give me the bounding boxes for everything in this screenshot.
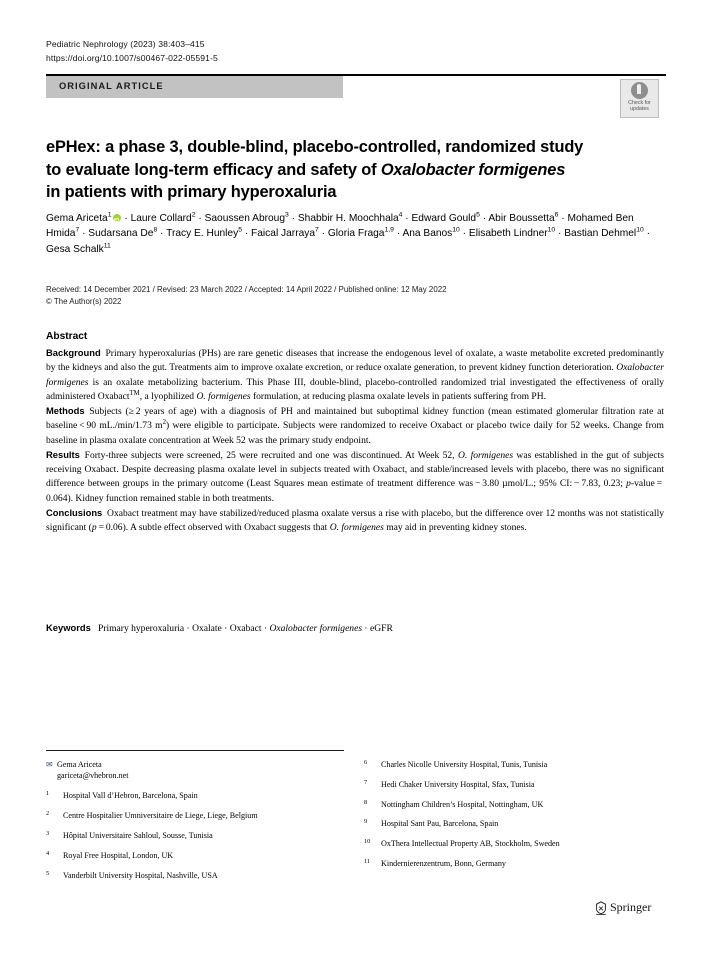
abstract-section-label: Methods: [46, 405, 85, 416]
affiliation-text: Hospital Vall d’Hebron, Barcelona, Spain: [63, 791, 198, 801]
author-name: Saoussen Abroug: [204, 213, 286, 224]
affiliation-row: [46, 870, 346, 881]
crossmark-line2: updates: [630, 106, 649, 113]
abstract-section: [46, 506, 664, 536]
author-name: Abir Boussetta: [488, 213, 555, 224]
publisher-logo: [595, 900, 651, 915]
affiliation-list-left: [46, 790, 346, 880]
abstract-section-label: Conclusions: [46, 506, 103, 518]
abstract-section-label: Background: [46, 347, 101, 358]
author-affiliation-marker: 7: [75, 227, 80, 235]
affiliation-number: 7: [364, 778, 368, 786]
author-affiliation-marker: 10: [636, 227, 644, 235]
affiliation-row: [46, 850, 346, 861]
abstract-section: [46, 346, 664, 404]
dates-line: Received: 14 December 2021 / Revised: 23 March 2022 / Accepted: 14 April 2022 / Published online: 12 May 2022: [46, 285, 447, 294]
crossmark-label: [628, 100, 651, 112]
affiliation-number: 11: [364, 857, 371, 865]
author-name: Gloria Fraga: [327, 228, 385, 240]
author-name: Shabbir H. Moochhala: [297, 213, 399, 224]
abstract-section-text: Forty-three subjects were screened, 25 were recruited and one was discontinued. At Week 52, O. formigenes was established in the gut of subjects receiving Oxabact. Despite decreasing plasma oxalate level in subjects treated with Oxabact, and stable/increased levels with placebo, there was no significant difference between groups in the primary outcome (Least Squares mean estimate of treatment difference was − 3.80 µmol/L.; 95% CI: − 7.83, 0.23; p-value = 0.064). Kidney function remained stable in both treatments.: [46, 449, 664, 504]
abstract-section-text: Subjects (≥ 2 years of age) with a diagnosis of PH and maintained but suboptimal kidney function (mean estimated glomerular filtration rate at baseline < 90 mL./min/1.73 $m^2$) were eligible to participate. Subjects were randomized to receive Oxabact or placebo twice daily for 52 weeks. Change from baseline in plasma oxalate concentration at Week 52 was the primary study endpoint.: [46, 406, 664, 446]
affiliation-text: Nottingham Children’s Hospital, Nottingham, UK: [381, 799, 544, 809]
affiliation-row: [364, 858, 664, 869]
affiliations-right-column: [364, 759, 664, 878]
author-affiliation-marker: 1: [107, 211, 112, 219]
author-name: Mohamed Ben Hmida: [46, 213, 634, 240]
affiliation-text: Vanderbilt University Hospital, Nashville, USA: [63, 870, 218, 880]
affiliation-number: 5: [46, 869, 50, 877]
abstract-heading: Abstract: [46, 331, 88, 342]
affiliation-text: Hôpital Universitaire Sahloul, Sousse, Tunisia: [63, 831, 213, 840]
title-line-2-italic: Oxalobacter formigenes: [380, 160, 566, 179]
abstract-section: [46, 448, 664, 506]
journal-citation: Pediatric Nephrology (2023) 38:403–415: [46, 39, 205, 49]
page-title: [46, 136, 656, 204]
affiliation-row: [46, 790, 346, 801]
title-line-1: ePHex: a phase 3, double-blind, placebo-controlled, randomized study: [46, 137, 584, 156]
author-name: Gema Ariceta: [46, 213, 108, 224]
title-line-2-pre: to evaluate long-term efficacy and safety of: [46, 160, 381, 179]
affiliation-number: 1: [46, 790, 50, 798]
check-for-updates-badge[interactable]: [620, 79, 659, 118]
affiliation-number: 8: [364, 798, 368, 806]
author-affiliation-marker: 4: [398, 211, 403, 219]
corresponding-author-email[interactable]: gariceta@vhebron.net: [57, 771, 129, 781]
affiliation-text: Hospital Sant Pau, Barcelona, Spain: [381, 819, 499, 829]
author-name: Faical Jarraya: [251, 228, 316, 240]
abstract-section: [46, 404, 664, 448]
affiliations-left-column: [46, 759, 346, 889]
affiliation-text: OxThera Intellectual Property AB, Stockholm, Sweden: [381, 839, 560, 849]
affiliation-row: [364, 799, 664, 810]
author-affiliation-marker: 8: [153, 227, 158, 235]
affiliation-text: Royal Free Hospital, London, UK: [63, 850, 174, 860]
affiliation-number: 3: [46, 830, 50, 837]
affiliation-text: Kindernierenzentrum, Bonn, Germany: [381, 858, 506, 868]
author-name: Tracy E. Hunley: [166, 228, 239, 240]
affiliation-row: [364, 759, 664, 770]
affiliation-text: Centre Hospitalier Umniversitaire de Liege, Liege, Belgium: [63, 811, 258, 821]
copyright-line: © The Author(s) 2022: [46, 296, 122, 306]
author-affiliation-marker: 5: [476, 211, 480, 219]
author-name: Ana Banos: [402, 228, 453, 240]
corresponding-author: [46, 759, 346, 781]
author-affiliation-marker: 7: [315, 227, 319, 235]
springer-knight-icon: [595, 901, 607, 915]
corresponding-author-name: Gema Ariceta: [57, 760, 102, 769]
publication-dates: [46, 284, 666, 308]
keywords-label: Keywords: [46, 622, 91, 633]
journal-header: [46, 38, 666, 65]
author-affiliation-marker: 10: [547, 227, 556, 235]
author-name: Gesa Schalk: [46, 243, 104, 255]
author-name: Bastian Dehmel: [564, 228, 637, 240]
affiliation-number: 2: [46, 810, 50, 818]
author-affiliation-marker: 11: [103, 242, 111, 250]
affiliation-text: Charles Nicolle University Hospital, Tunis, Tunisia: [381, 760, 548, 769]
orcid-icon[interactable]: [113, 214, 121, 222]
crossmark-line1: Check for: [628, 100, 651, 106]
author-name: Elisabeth Lindner: [468, 228, 548, 240]
abstract-section-text: Oxabact treatment may have stabilized/reduced plasma oxalate versus a rise with placebo, but the difference over 12 months was not statistically significant (p = 0.06). A subtle effect observed with Oxabact suggests that O. formigenes may aid in preventing kidney stones.: [46, 507, 664, 533]
author-name: Sudarsana De: [88, 228, 154, 240]
author-affiliation-marker: 1,9: [384, 227, 394, 235]
author-affiliation-marker: 2: [191, 211, 196, 219]
author-name: Edward Gould: [411, 213, 477, 224]
affiliation-row: [364, 818, 664, 829]
author-list: Gema Ariceta$^1$iD · Laure Collard$^2$ · Saoussen Abroug$^3$ · Shabbir H. Moochhala$^4$ · Edward Gould$^5$ · Abir Boussetta$^6$ · Mohamed Ben Hmida$^7$ · Sudarsana $De^8$ · Tracy E. Hunley$^5$ · Faical Jarraya$^7$ · Gloria Fraga$^{1,9}$ · Ana Banos$^{10}$ · Elisabeth Lindner$^{10}$ · Bastian Dehmel$^{10}$ · Gesa Schalk$^{11}$: [46, 211, 664, 257]
author-affiliation-marker: 3: [285, 211, 289, 219]
affiliation-text: Hedi Chaker University Hospital, Sfax, Tunisia: [381, 779, 535, 789]
abstract-section-label: Results: [46, 448, 80, 460]
abstract-section-text: Primary hyperoxalurias (PHs) are rare genetic diseases that increase the endogenous level of oxalate, a waste metabolite excreted predominantly by the kidneys and also the gut. Treatments aim to improve oxalate excretion, or reduce oxalate generation, to prevent kidney function deterioration. Oxalobacter formigenes is an oxalate metabolizing bacterium. This Phase III, double-blind, placebo-controlled randomized trial investigated the effectiveness of orally administered Oxabact™, a lyophilized O. formigenes formulation, at reducing plasma oxalate levels in patients suffering from PH.: [46, 348, 664, 402]
journal-doi[interactable]: https://doi.org/10.1007/s00467-022-05591-5: [46, 52, 218, 63]
author-affiliation-marker: 5: [238, 227, 242, 235]
article-type-label: ORIGINAL ARTICLE: [59, 81, 164, 91]
keywords-line: [46, 621, 664, 636]
keywords-values: Primary hyperoxaluria · Oxalate · Oxabact · Oxalobacter formigenes · eGFR: [93, 623, 393, 634]
abstract-body: [46, 346, 664, 535]
author-affiliation-marker: 6: [554, 211, 559, 219]
envelope-icon: ✉: [46, 760, 53, 769]
affiliation-number: 9: [364, 818, 368, 826]
title-line-3: in patients with primary hyperoxaluria: [46, 183, 337, 202]
affiliations-divider: [46, 750, 344, 751]
affiliation-number: 4: [46, 849, 50, 857]
author-name: Laure Collard: [130, 213, 192, 224]
affiliation-row: [364, 838, 664, 849]
publisher-name: Springer: [610, 900, 652, 914]
affiliation-list-right: [364, 759, 664, 869]
crossmark-circle-icon: [631, 82, 648, 99]
affiliation-number: 10: [364, 838, 371, 846]
affiliation-row: [364, 779, 664, 790]
affiliation-row: [46, 810, 346, 821]
affiliation-number: 6: [364, 759, 368, 766]
affiliation-row: [46, 830, 346, 841]
author-affiliation-marker: 10: [452, 227, 460, 235]
